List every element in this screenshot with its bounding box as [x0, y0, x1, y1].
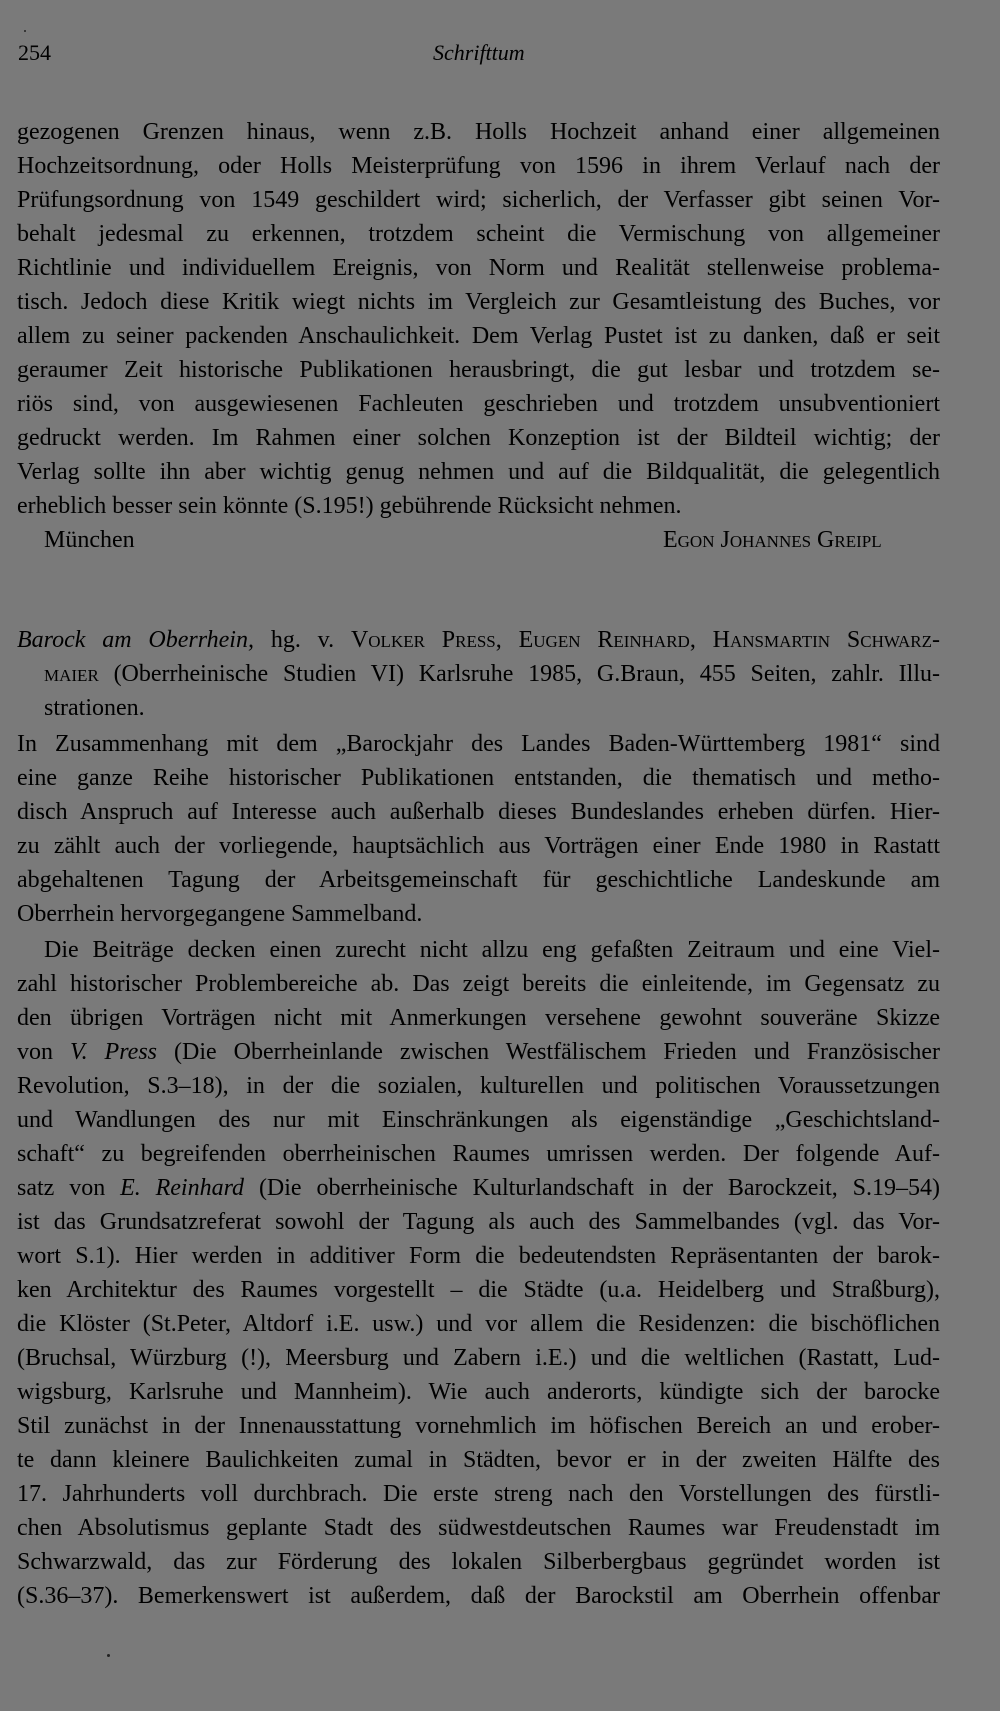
review2-p2-line [17, 1037, 940, 1067]
review2-p2-line: Schwarzwald, das zur Förderung des lokalen Silberbergbaus gegründet worden ist [17, 1549, 940, 1575]
book-editors: Volker Press, Eugen Reinhard, Hansmartin Schwarz- [350, 627, 940, 653]
review1-line: Hochzeitsordnung, oder Holls Meisterprüfung von 1596 in ihrem Verlauf nach der [17, 153, 940, 179]
review2-p1-line: zu zählt auch der vorliegende, hauptsächlich aus Vorträgen einer Ende 1980 in Rastatt [17, 833, 940, 859]
review1-line: gedruckt werden. Im Rahmen einer solchen Konzeption ist der Bildteil wichtig; der [17, 425, 940, 451]
review1-line: Richtlinie und individuellem Ereignis, von Norm und Realität stellenweise problema- [17, 255, 940, 281]
review2-p2-line: wort S.1). Hier werden in additiver Form die bedeutendsten Repräsentanten der barok- [17, 1243, 940, 1269]
review2-p2-line: Die Beiträge decken einen zurecht nicht allzu eng gefaßten Zeitraum und eine Viel- [44, 937, 940, 963]
review1-line: Verlag sollte ihn aber wichtig genug nehmen und auf die Bildqualität, die gelegentlich [17, 459, 940, 485]
review2-p1-line: abgehaltenen Tagung der Arbeitsgemeinschaft für geschichtliche Landeskunde am [17, 867, 940, 893]
author-name: V. Press [70, 1039, 157, 1065]
author-name: E. Reinhard [120, 1175, 245, 1201]
review2-p2-line: (S.36–37). Bemerkenswert ist außerdem, daß der Barockstil am Oberrhein offenbar [17, 1583, 940, 1609]
book-title: Barock am Oberrhein, [17, 627, 254, 653]
review2-p2-line: ist das Grundsatzreferat sowohl der Tagung als auch des Sammelbandes (vgl. das Vor- [17, 1209, 940, 1235]
publication-info: (Oberrheinische Studien VI) Karlsruhe 1985, G.Braun, 455 Seiten, zahlr. Illu- [98, 661, 940, 687]
review2-p1-line: Oberrhein hervorgegangene Sammelband. [17, 901, 423, 927]
review2-p2-line: und Wandlungen des nur mit Einschränkungen als eigenständige „Geschichtsland- [17, 1107, 940, 1133]
review2-p1-line: In Zusammenhang mit dem „Barockjahr des Landes Baden-Württemberg 1981“ sind [17, 731, 940, 757]
page-number: 254 [18, 40, 51, 65]
text-run: (Die Oberrheinlande zwischen Westfälischem Frieden und Französischer [157, 1039, 940, 1065]
book-editors-cont: maier [44, 661, 99, 687]
review2-p2-line: Stil zunächst in der Innenausstattung vornehmlich im höfischen Bereich an und erober- [17, 1413, 940, 1439]
review2-p2-line: te dann kleinere Baulichkeiten zumal in Städten, bevor er in der zweiten Hälfte des [17, 1447, 940, 1473]
review1-line: gezogenen Grenzen hinaus, wenn z.B. Holls Hochzeit anhand einer allgemeinen [17, 119, 940, 145]
review1-line: behalt jedesmal zu erkennen, trotzdem scheint die Vermischung von allgemeiner [17, 221, 940, 247]
text-run: (Die oberrheinische Kulturlandschaft in der Barockzeit, S.19–54) [244, 1175, 941, 1201]
review2-p2-line: chen Absolutismus geplante Stadt des südwestdeutschen Raumes war Freudenstadt im [17, 1515, 940, 1541]
citation-line-1 [17, 625, 940, 655]
review1-line: riös sind, von ausgewiesenen Fachleuten geschrieben und trotzdem unsubventioniert [17, 391, 940, 417]
review2-p1-line: disch Anspruch auf Interesse auch außerhalb dieses Bundeslandes erheben dürfen. Hier- [17, 799, 940, 825]
review1-line: Prüfungsordnung von 1549 geschildert wird; sicherlich, der Verfasser gibt seinen Vor- [17, 187, 940, 213]
review2-p2-line: zahl historischer Problembereiche ab. Das zeigt bereits die einleitende, im Gegensatz zu [17, 971, 940, 997]
review2-p2-line: Revolution, S.3–18), in der die sozialen, kulturellen und politischen Voraussetzungen [17, 1073, 940, 1099]
review1-line: erheblich besser sein könnte (S.195!) gebührende Rücksicht nehmen. [17, 493, 682, 519]
review2-p2-line: wigsburg, Karlsruhe und Mannheim). Wie auch anderorts, kündigte sich der barocke [17, 1379, 940, 1405]
review2-p2-line: ken Architektur des Raumes vorgestellt – die Städte (u.a. Heidelberg und Straßburg), [17, 1277, 940, 1303]
review2-p2-line [17, 1173, 940, 1203]
scan-speck [24, 30, 26, 32]
citation-line-3: strationen. [44, 695, 145, 721]
citation-line-2 [44, 659, 940, 689]
review2-p2-line: die Klöster (St.Peter, Altdorf i.E. usw.) und vor allem die Residenzen: die bischöflichen [17, 1311, 940, 1337]
review2-p2-line: (Bruchsal, Würzburg (!), Meersburg und Zabern i.E.) und die weltlichen (Rastatt, Lud- [17, 1345, 940, 1371]
review1-line: allem zu seiner packenden Anschaulichkeit. Dem Verlag Pustet ist zu danken, daß er seit [17, 323, 940, 349]
review2-p2-line: den übrigen Vorträgen nicht mit Anmerkungen versehene gewohnt souveräne Skizze [17, 1005, 940, 1031]
scan-speck [107, 1654, 110, 1657]
text-run: satz von [17, 1175, 121, 1201]
review-place: München [44, 527, 135, 553]
editor-abbrev: hg. v. [253, 627, 351, 653]
review2-p1-line: eine ganze Reihe historischer Publikationen entstanden, die thematisch und metho- [17, 765, 940, 791]
text-run: von [17, 1039, 70, 1065]
review2-p2-line: 17. Jahrhunderts voll durchbrach. Die erste streng nach den Vorstellungen des fürstli- [17, 1481, 940, 1507]
review1-line: tisch. Jedoch diese Kritik wiegt nichts im Vergleich zur Gesamtleistung des Buches, vor [17, 289, 940, 315]
review1-line: geraumer Zeit historische Publikationen herausbringt, die gut lesbar und trotzdem se- [17, 357, 940, 383]
review2-p2-line: schaft“ zu begreifenden oberrheinischen Raumes umrissen werden. Der folgende Auf- [17, 1141, 940, 1167]
reviewer-name: Egon Johannes Greipl [663, 527, 882, 553]
running-title: Schrifttum [433, 40, 525, 65]
